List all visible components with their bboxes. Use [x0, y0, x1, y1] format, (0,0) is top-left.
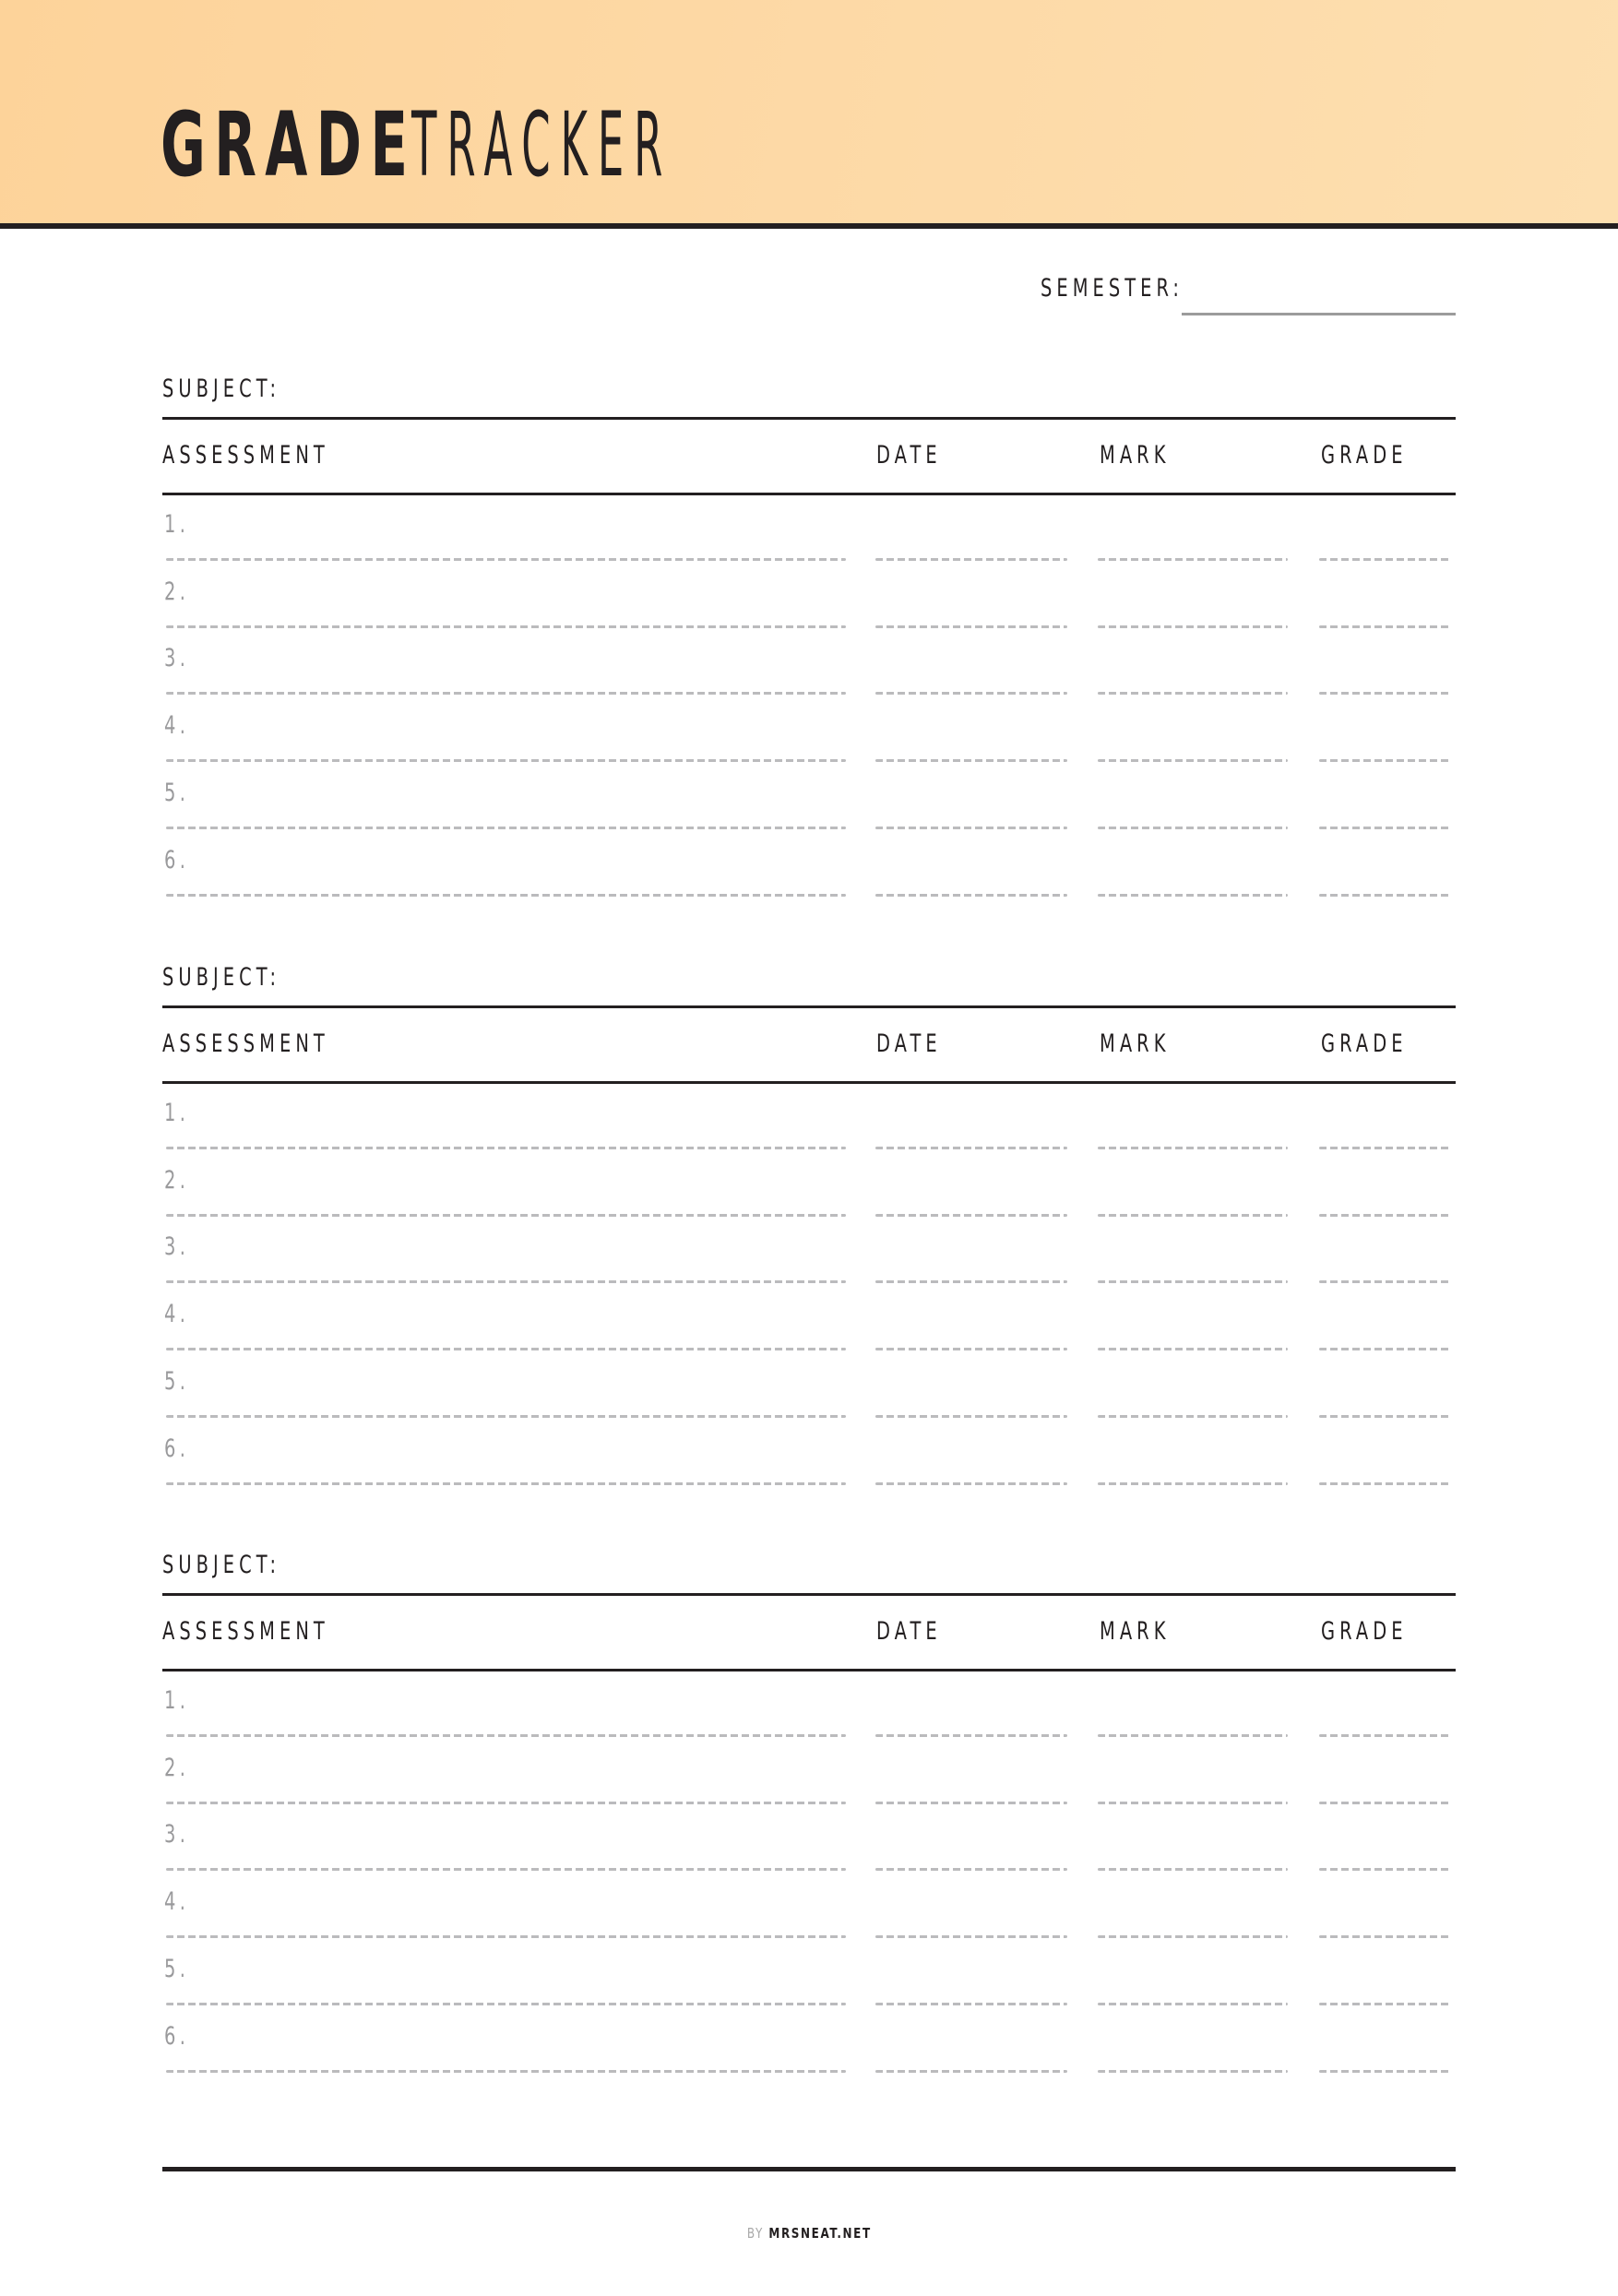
cell-mark-input[interactable]	[1098, 1426, 1288, 1480]
table-top-rule	[162, 1593, 1456, 1596]
cell-assessment-input[interactable]	[203, 2014, 846, 2067]
column-header-assessment: ASSESSMENT	[162, 1617, 329, 1646]
cell-assessment-input[interactable]	[203, 569, 846, 623]
footer-divider	[162, 2167, 1456, 2171]
dashed-writing-line	[166, 894, 846, 897]
cell-mark-input[interactable]	[1098, 636, 1288, 689]
row-number: 5.	[164, 778, 190, 807]
table-row	[162, 1417, 1456, 1484]
cell-date-input[interactable]	[875, 1090, 1067, 1144]
column-header-assessment: ASSESSMENT	[162, 441, 329, 470]
table-row	[162, 1215, 1456, 1282]
row-number: 3.	[164, 644, 190, 673]
cell-grade-input[interactable]	[1319, 1090, 1452, 1144]
dashed-writing-line	[1098, 894, 1288, 897]
subject-input[interactable]	[291, 1551, 1454, 1582]
cell-grade-input[interactable]	[1319, 1678, 1452, 1731]
table-top-rule	[162, 1005, 1456, 1008]
table-row	[162, 694, 1456, 761]
cell-mark-input[interactable]	[1098, 2014, 1288, 2067]
cell-grade-input[interactable]	[1319, 569, 1452, 623]
dashed-writing-line	[875, 1482, 1067, 1485]
cell-grade-input[interactable]	[1319, 1745, 1452, 1799]
row-number: 2.	[164, 577, 190, 606]
cell-mark-input[interactable]	[1098, 1291, 1288, 1345]
cell-assessment-input[interactable]	[203, 1812, 846, 1865]
cell-mark-input[interactable]	[1098, 1946, 1288, 2000]
cell-assessment-input[interactable]	[203, 502, 846, 555]
dashed-writing-line	[1319, 894, 1452, 897]
cell-grade-input[interactable]	[1319, 1946, 1452, 2000]
cell-grade-input[interactable]	[1319, 1879, 1452, 1933]
dashed-writing-line	[166, 1482, 846, 1485]
table-row	[162, 560, 1456, 627]
dashed-writing-line	[1098, 1482, 1288, 1485]
cell-grade-input[interactable]	[1319, 1224, 1452, 1278]
column-header-mark: MARK	[1100, 1029, 1171, 1058]
row-number: 1.	[164, 510, 190, 539]
cell-date-input[interactable]	[875, 838, 1067, 891]
row-number: 4.	[164, 711, 190, 741]
cell-assessment-input[interactable]	[203, 1224, 846, 1278]
cell-date-input[interactable]	[875, 1291, 1067, 1345]
cell-mark-input[interactable]	[1098, 1879, 1288, 1933]
cell-mark-input[interactable]	[1098, 838, 1288, 891]
row-number: 1.	[164, 1686, 190, 1715]
subject-label: SUBJECT:	[162, 1551, 281, 1579]
cell-date-input[interactable]	[875, 636, 1067, 689]
subject-label: SUBJECT:	[162, 963, 281, 992]
footer-brand: MRSNEAT.NET	[768, 2225, 872, 2242]
row-number: 6.	[164, 845, 190, 874]
cell-date-input[interactable]	[875, 1158, 1067, 1211]
dashed-writing-line	[1319, 2070, 1452, 2073]
row-number: 5.	[164, 1366, 190, 1396]
cell-assessment-input[interactable]	[203, 1090, 846, 1144]
cell-date-input[interactable]	[875, 1359, 1067, 1412]
cell-mark-input[interactable]	[1098, 770, 1288, 824]
dashed-writing-line	[1319, 1482, 1452, 1485]
cell-assessment-input[interactable]	[203, 703, 846, 756]
cell-grade-input[interactable]	[1319, 1812, 1452, 1865]
page-title	[161, 93, 914, 196]
cell-assessment-input[interactable]	[203, 1745, 846, 1799]
semester-label: SEMESTER:	[1041, 274, 1184, 303]
table-row	[162, 1081, 1456, 1148]
cell-grade-input[interactable]	[1319, 2014, 1452, 2067]
column-header-mark: MARK	[1100, 1617, 1171, 1646]
cell-assessment-input[interactable]	[203, 1426, 846, 1480]
row-number: 4.	[164, 1887, 190, 1917]
cell-date-input[interactable]	[875, 1946, 1067, 2000]
row-number: 6.	[164, 2021, 190, 2051]
table-row	[162, 1350, 1456, 1417]
row-number: 1.	[164, 1099, 190, 1127]
table-row	[162, 828, 1456, 896]
column-header-mark: MARK	[1100, 441, 1171, 470]
cell-date-input[interactable]	[875, 1879, 1067, 1933]
cell-date-input[interactable]	[875, 502, 1067, 555]
footer-by: BY	[746, 2225, 764, 2242]
cell-grade-input[interactable]	[1319, 1291, 1452, 1345]
cell-assessment-input[interactable]	[203, 636, 846, 689]
column-header-grade: GRADE	[1321, 1617, 1408, 1646]
cell-date-input[interactable]	[875, 569, 1067, 623]
dashed-writing-line	[875, 894, 1067, 897]
row-number: 6.	[164, 1434, 190, 1463]
title-bold-word: GRADE	[161, 93, 417, 196]
cell-mark-input[interactable]	[1098, 1359, 1288, 1412]
cell-mark-input[interactable]	[1098, 569, 1288, 623]
cell-grade-input[interactable]	[1319, 838, 1452, 891]
table-row	[162, 1736, 1456, 1803]
subject-section-2	[162, 963, 1456, 1577]
cell-assessment-input[interactable]	[203, 838, 846, 891]
cell-mark-input[interactable]	[1098, 703, 1288, 756]
column-header-grade: GRADE	[1321, 441, 1408, 470]
cell-assessment-input[interactable]	[203, 1678, 846, 1731]
cell-assessment-input[interactable]	[203, 1879, 846, 1933]
table-row	[162, 1802, 1456, 1870]
column-header-assessment: ASSESSMENT	[162, 1029, 329, 1058]
table-row	[162, 1937, 1456, 2005]
table-row	[162, 1282, 1456, 1350]
cell-mark-input[interactable]	[1098, 1158, 1288, 1211]
footer-credit	[0, 2224, 1618, 2242]
cell-date-input[interactable]	[875, 1224, 1067, 1278]
dashed-writing-line	[166, 2070, 846, 2073]
cell-assessment-input[interactable]	[203, 1946, 846, 2000]
cell-mark-input[interactable]	[1098, 1812, 1288, 1865]
row-number: 2.	[164, 1753, 190, 1782]
subject-input[interactable]	[291, 963, 1454, 994]
row-number: 2.	[164, 1165, 190, 1195]
title-light-word: TRACKER	[411, 93, 673, 196]
table-row	[162, 1870, 1456, 1937]
subject-section-3	[162, 1551, 1456, 2165]
cell-grade-input[interactable]	[1319, 703, 1452, 756]
table-row	[162, 493, 1456, 560]
row-number: 3.	[164, 1820, 190, 1850]
cell-mark-input[interactable]	[1098, 1090, 1288, 1144]
cell-date-input[interactable]	[875, 1678, 1067, 1731]
cell-grade-input[interactable]	[1319, 636, 1452, 689]
dashed-writing-line	[1098, 2070, 1288, 2073]
cell-mark-input[interactable]	[1098, 1745, 1288, 1799]
semester-input-line[interactable]	[1182, 313, 1456, 315]
table-row	[162, 2005, 1456, 2072]
row-number: 5.	[164, 1954, 190, 1983]
row-number: 3.	[164, 1232, 190, 1262]
cell-assessment-input[interactable]	[203, 1291, 846, 1345]
column-header-date: DATE	[876, 441, 942, 470]
cell-date-input[interactable]	[875, 1426, 1067, 1480]
table-row	[162, 1148, 1456, 1216]
dashed-writing-line	[875, 2070, 1067, 2073]
cell-date-input[interactable]	[875, 2014, 1067, 2067]
table-row	[162, 1669, 1456, 1736]
cell-grade-input[interactable]	[1319, 1426, 1452, 1480]
header-divider	[0, 223, 1618, 229]
cell-date-input[interactable]	[875, 770, 1067, 824]
table-row	[162, 626, 1456, 694]
cell-date-input[interactable]	[875, 703, 1067, 756]
cell-grade-input[interactable]	[1319, 770, 1452, 824]
cell-assessment-input[interactable]	[203, 770, 846, 824]
cell-grade-input[interactable]	[1319, 1158, 1452, 1211]
table-row	[162, 761, 1456, 828]
subject-section-1	[162, 375, 1456, 989]
cell-grade-input[interactable]	[1319, 502, 1452, 555]
cell-mark-input[interactable]	[1098, 1678, 1288, 1731]
cell-mark-input[interactable]	[1098, 502, 1288, 555]
column-header-date: DATE	[876, 1617, 942, 1646]
cell-assessment-input[interactable]	[203, 1158, 846, 1211]
column-header-date: DATE	[876, 1029, 942, 1058]
cell-date-input[interactable]	[875, 1745, 1067, 1799]
cell-grade-input[interactable]	[1319, 1359, 1452, 1412]
subject-label: SUBJECT:	[162, 375, 281, 403]
cell-date-input[interactable]	[875, 1812, 1067, 1865]
cell-assessment-input[interactable]	[203, 1359, 846, 1412]
column-header-grade: GRADE	[1321, 1029, 1408, 1058]
table-top-rule	[162, 417, 1456, 420]
cell-mark-input[interactable]	[1098, 1224, 1288, 1278]
subject-input[interactable]	[291, 375, 1454, 406]
row-number: 4.	[164, 1300, 190, 1329]
